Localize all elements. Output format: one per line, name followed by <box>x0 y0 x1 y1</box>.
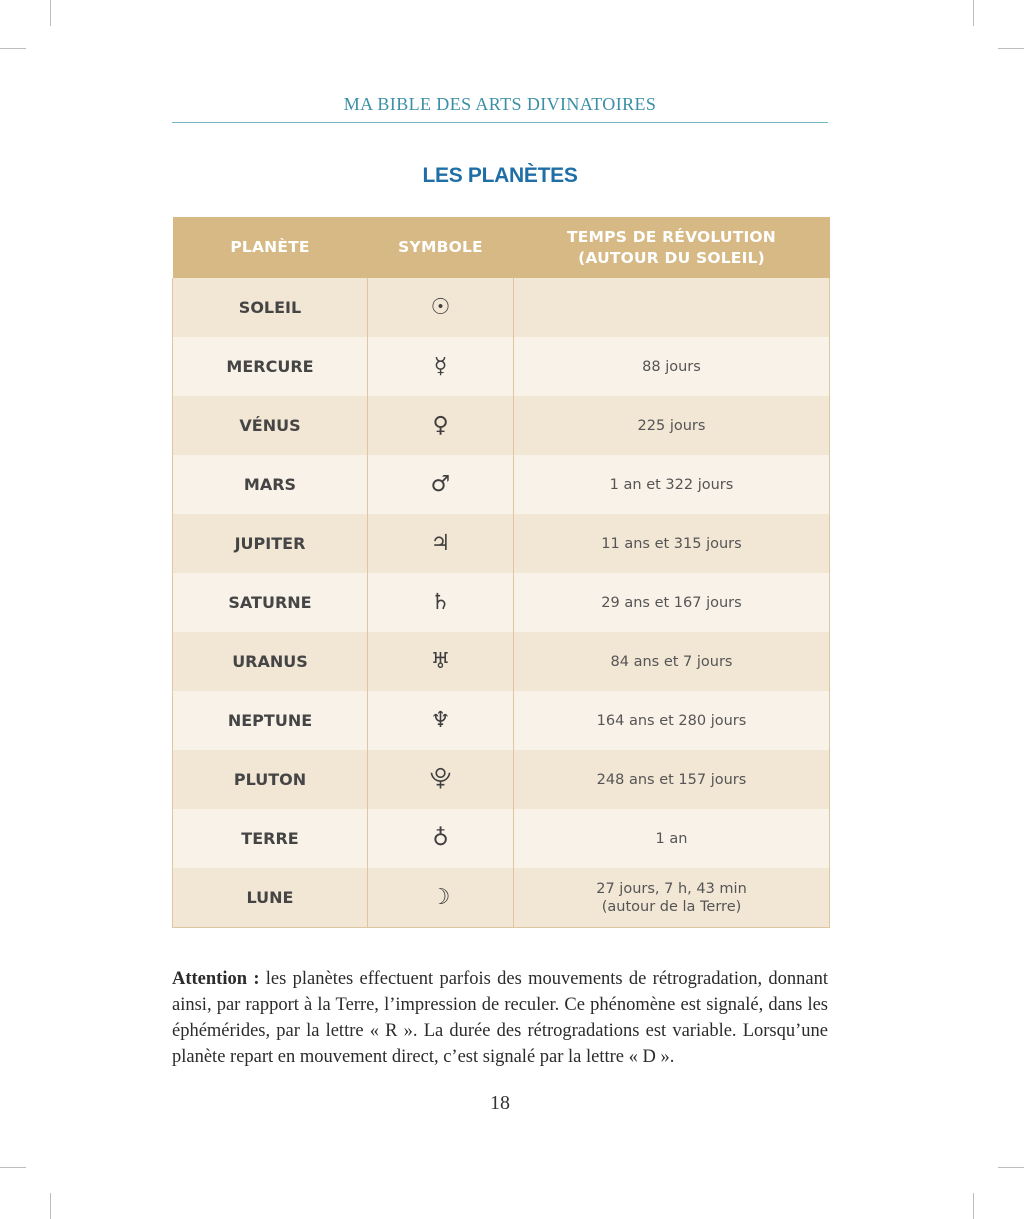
mercury-symbol-icon: ☿ <box>368 337 514 396</box>
running-header: MA BIBLE DES ARTS DIVINATOIRES <box>343 94 657 114</box>
table-row <box>173 868 830 928</box>
revolution-line: 84 ans et 7 jours <box>610 653 733 670</box>
table-row <box>173 809 830 868</box>
table-header-row <box>173 217 830 278</box>
table-row <box>173 455 830 514</box>
planet-name: TERRE <box>173 809 368 868</box>
planet-name: MARS <box>173 455 368 514</box>
revolution-period <box>514 573 830 632</box>
crop-mark <box>0 48 26 49</box>
planets-table <box>172 217 830 928</box>
table-row <box>173 278 830 337</box>
neptune-symbol-icon: ♆ <box>368 691 514 750</box>
planet-name: PLUTON <box>173 750 368 809</box>
page-number: 18 <box>490 1092 510 1114</box>
header-rule <box>172 122 828 123</box>
revolution-period <box>514 455 830 514</box>
planet-name: VÉNUS <box>173 396 368 455</box>
column-header-planet: PLANÈTE <box>173 217 368 278</box>
revolution-line: 88 jours <box>642 358 701 375</box>
table-row <box>173 691 830 750</box>
crop-mark <box>973 0 974 26</box>
moon-symbol-icon: ☽ <box>368 868 514 928</box>
revolution-line: 225 jours <box>637 417 706 434</box>
section-title: LES PLANÈTES <box>422 164 578 187</box>
column-header-revolution-line: (AUTOUR DU SOLEIL) <box>578 248 765 267</box>
venus-symbol-icon: ♀ <box>368 396 514 455</box>
revolution-line: 29 ans et 167 jours <box>601 594 742 611</box>
revolution-line: 27 jours, 7 h, 43 min <box>596 880 747 897</box>
table-row <box>173 396 830 455</box>
revolution-period <box>514 632 830 691</box>
revolution-period <box>514 868 830 928</box>
revolution-line: 1 an <box>655 830 688 847</box>
revolution-period <box>514 809 830 868</box>
sun-symbol-icon: ☉ <box>368 278 514 337</box>
revolution-line: 164 ans et 280 jours <box>596 712 747 729</box>
revolution-period <box>514 337 830 396</box>
table-row <box>173 750 830 809</box>
table-row <box>173 337 830 396</box>
crop-mark <box>998 1167 1024 1168</box>
planet-name: URANUS <box>173 632 368 691</box>
crop-mark <box>50 0 51 26</box>
mars-symbol-icon: ♂ <box>368 455 514 514</box>
table-row <box>173 514 830 573</box>
table-row <box>173 632 830 691</box>
table-row <box>173 573 830 632</box>
note-label: Attention : <box>172 969 260 989</box>
planet-name: SOLEIL <box>173 278 368 337</box>
crop-mark <box>50 1193 51 1219</box>
revolution-period <box>514 278 830 337</box>
planet-name: NEPTUNE <box>173 691 368 750</box>
attention-note <box>172 966 828 1070</box>
uranus-symbol-icon: ♅ <box>368 632 514 691</box>
revolution-line: (autour de la Terre) <box>601 898 742 915</box>
revolution-period <box>514 396 830 455</box>
revolution-period <box>514 691 830 750</box>
crop-mark <box>998 48 1024 49</box>
planet-name: JUPITER <box>173 514 368 573</box>
revolution-line: 1 an et 322 jours <box>609 476 734 493</box>
column-header-revolution <box>514 217 830 278</box>
revolution-line: 11 ans et 315 jours <box>601 535 742 552</box>
column-header-symbol: SYMBOLE <box>368 217 514 278</box>
planet-name: LUNE <box>173 868 368 928</box>
note-text: les planètes effectuent parfois des mouvements de rétrogradation, donnant ainsi, par rapport à la Terre, l’impression de reculer. Ce phénomène est signalé, dans les éphémérides, par la lettre « R ». La durée des rétrogradations est variable. Lorsqu’une planète repart en mouvement direct, c’est signalé par la lettre « D ». <box>172 969 828 1067</box>
planet-name: SATURNE <box>173 573 368 632</box>
pluto-symbol-icon: ⯓ <box>368 750 514 809</box>
planet-name: MERCURE <box>173 337 368 396</box>
earth-symbol-icon: ♁ <box>368 809 514 868</box>
crop-mark <box>0 1167 26 1168</box>
revolution-period <box>514 514 830 573</box>
jupiter-symbol-icon: ♃ <box>368 514 514 573</box>
crop-mark <box>973 1193 974 1219</box>
revolution-period <box>514 750 830 809</box>
saturn-symbol-icon: ♄ <box>368 573 514 632</box>
column-header-revolution-line: TEMPS DE RÉVOLUTION <box>567 227 776 246</box>
revolution-line: 248 ans et 157 jours <box>596 771 747 788</box>
